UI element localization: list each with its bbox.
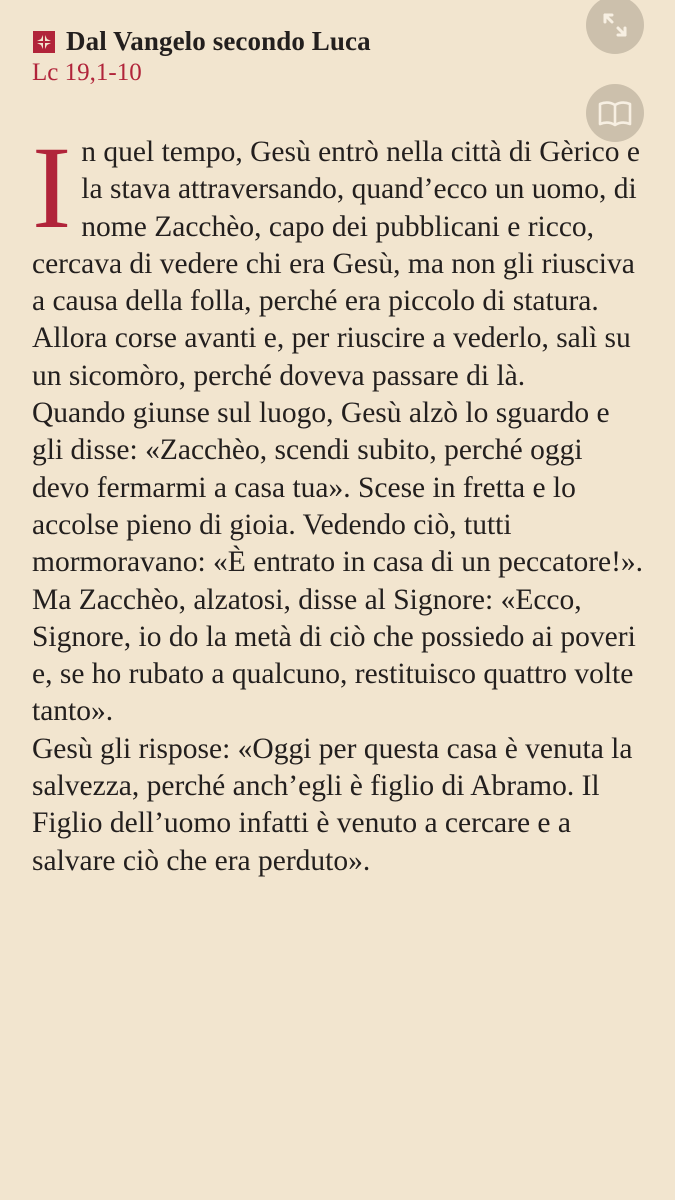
header (32, 26, 371, 87)
cross-icon (32, 30, 56, 54)
scripture-reference: Lc 19,1-10 (32, 59, 142, 86)
expand-arrows-icon (601, 11, 629, 39)
drop-cap: I (32, 122, 72, 253)
paragraph-2: Quando giunse sul luogo, Gesù alzò lo sguardo e gli disse: «Zacchèo, scendi subito, perché oggi devo fermarmi a casa tua». Scese in fretta e lo accolse pieno di gioia. Vedendo ciò, tutti mormoravano: «È entrato in casa di un peccatore!». (32, 397, 644, 579)
paragraph-3: Ma Zacchèo, alzatosi, disse al Signore: «Ecco, Signore, io do la metà di ciò che possiedo ai poveri e, se ho rubato a qualcuno, restituisco quattro volte tanto». (32, 583, 636, 728)
paragraph-1: In quel tempo, Gesù entrò nella città di Gèrico e la stava attraversando, quand’ecco un uomo, di nome Zacchèo, capo dei pubblicani e ricco, cercava di vedere chi era Gesù, ma non gli riusciva a causa della folla, perché era piccolo di statura. Allora corse avanti e, per riuscire a vederlo, salì su un sicomòro, perché doveva passare di là. (32, 122, 640, 392)
expand-button[interactable] (586, 0, 644, 54)
gospel-text (32, 122, 647, 880)
book-icon (598, 99, 632, 127)
title-row (32, 26, 371, 57)
page-title: Dal Vangelo secondo Luca (66, 26, 371, 56)
paragraph-4: Gesù gli rispose: «Oggi per questa casa è venuta la salvezza, perché anch’egli è figlio di Abramo. Il Figlio dell’uomo infatti è venuto a cercare e a salvare ciò che era perduto». (32, 732, 633, 877)
